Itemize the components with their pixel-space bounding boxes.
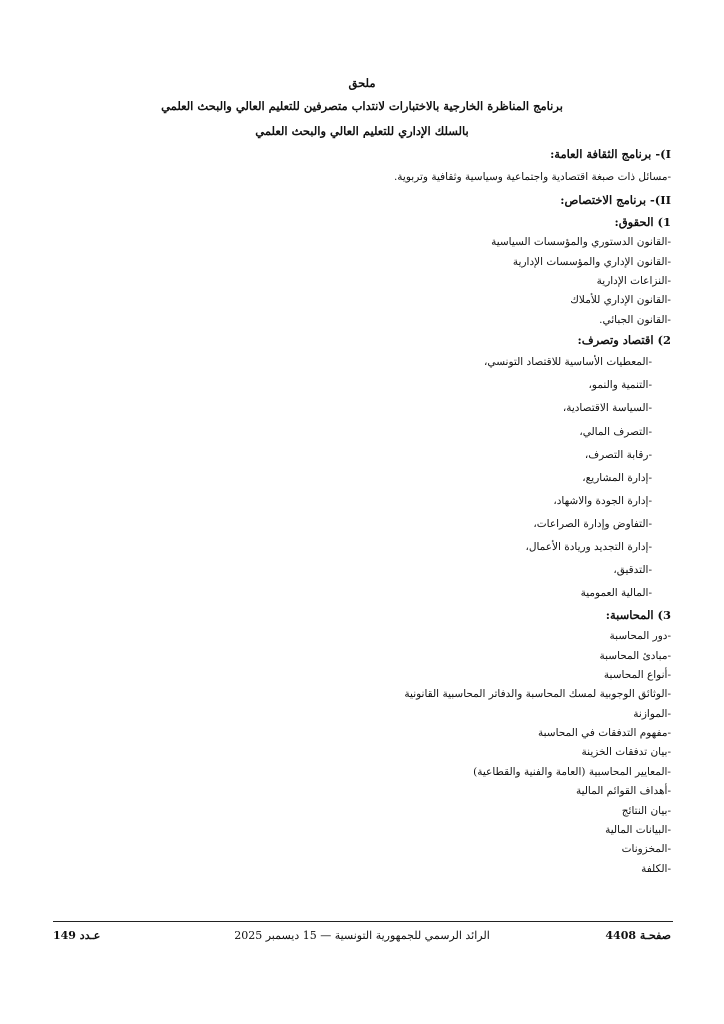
list-item: -النزاعات الإدارية — [596, 275, 671, 287]
list-item: -المخزونات — [621, 843, 671, 855]
section-specialty-heading: II)- برنامج الاختصاص: — [560, 193, 671, 207]
annex-label: ملحق — [348, 76, 376, 90]
list-item: -دور المحاسبة — [609, 630, 671, 642]
list-item: -السياسة الاقتصادية، — [562, 402, 652, 414]
list-item: -التفاوض وإدارة الصراعات، — [533, 518, 652, 530]
law-heading: 1) الحقوق: — [614, 215, 671, 229]
list-item: -الوثائق الوجوبية لمسك المحاسبة والدفاتر المحاسبية القانونية — [404, 688, 671, 700]
footer-divider — [53, 921, 673, 922]
list-item: -التنمية والنمو، — [588, 379, 652, 391]
list-item: -أنواع المحاسبة — [603, 669, 671, 681]
page-subtitle: بالسلك الإداري للتعليم العالي والبحث العلمي — [255, 124, 469, 138]
list-item: -أهداف القوائم المالية — [575, 785, 671, 797]
list-item: -بيان النتائج — [621, 805, 671, 817]
section-general-culture-heading: I)- برنامج الثقافة العامة: — [550, 147, 671, 161]
list-item: -المعطيات الأساسية للاقتصاد التونسي، — [484, 356, 652, 368]
general-culture-text: -مسائل ذات صبغة اقتصادية واجتماعية وسياسية وثقافية وتربوية. — [393, 171, 671, 183]
economics-heading: 2) اقتصاد وتصرف: — [577, 333, 671, 347]
list-item: -بيان تدفقات الخزينة — [581, 746, 671, 758]
list-item: -إدارة التجديد وريادة الأعمال، — [525, 541, 652, 553]
list-item: -البيانات المالية — [605, 824, 671, 836]
list-item: -الموازنة — [633, 708, 671, 720]
list-item: -المعايير المحاسبية (العامة والفنية والقطاعية) — [473, 766, 671, 778]
footer-page-number: صفحـة 4408 — [605, 929, 671, 942]
list-item: -الكلفة — [641, 863, 671, 875]
list-item: -القانون الإداري للأملاك — [570, 294, 671, 306]
footer-issue-number: عـدد 149 — [53, 929, 101, 942]
page-title: برنامج المناظرة الخارجية بالاختبارات لانتداب متصرفين للتعليم العالي والبحث العلمي — [161, 99, 563, 113]
list-item: -التصرف المالي، — [579, 426, 652, 438]
list-item: -مبادئ المحاسبة — [599, 650, 671, 662]
accounting-heading: 3) المحاسبة: — [605, 608, 671, 622]
list-item: -إدارة الجودة والاشهاد، — [553, 495, 652, 507]
list-item: -القانون الجبائي. — [599, 314, 671, 326]
footer-journal-date: الرائد الرسمي للجمهورية التونسية — 15 ديسمبر 2025 — [234, 929, 490, 942]
list-item: -التدقيق، — [613, 564, 652, 576]
list-item: -القانون الإداري والمؤسسات الإدارية — [512, 256, 671, 268]
list-item: -المالية العمومية — [580, 587, 652, 599]
list-item: -القانون الدستوري والمؤسسات السياسية — [491, 236, 671, 248]
list-item: -رقابة التصرف، — [584, 449, 652, 461]
list-item: -مفهوم التدفقات في المحاسبة — [537, 727, 671, 739]
list-item: -إدارة المشاريع، — [582, 472, 652, 484]
